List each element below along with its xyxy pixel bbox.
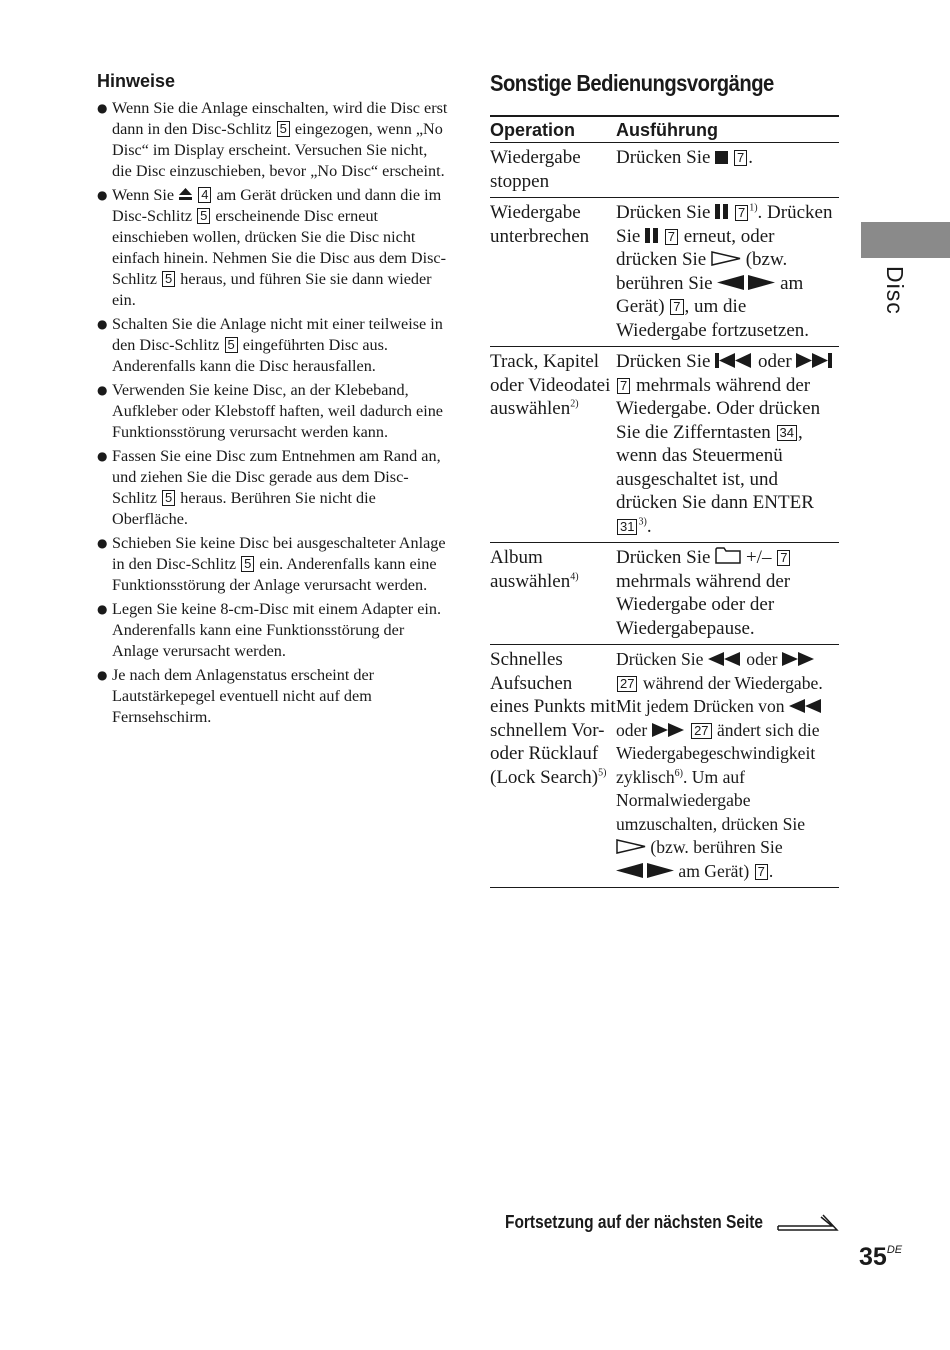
button-number-badge: 5 bbox=[277, 121, 290, 137]
button-number-badge: 7 bbox=[670, 299, 683, 315]
button-number-badge: 7 bbox=[734, 150, 747, 166]
execution-cell: Drücken Sie 7 . bbox=[616, 143, 839, 198]
operation-cell: Wiedergabe unterbrechen bbox=[490, 198, 616, 347]
note-item-3: ● Schalten Sie die Anlage nicht mit einer teilweise in den Disc-Schlitz 5 eingeführten Disc aus. Anderenfalls kann die Disc herausfallen. bbox=[97, 314, 449, 377]
button-number-badge: 4 bbox=[198, 187, 211, 203]
continue-arrow-icon bbox=[777, 1213, 839, 1235]
button-number-badge: 5 bbox=[162, 271, 175, 287]
button-number-badge: 5 bbox=[197, 208, 210, 224]
notes-heading: Hinweise bbox=[97, 71, 176, 91]
note-item-2: ● Wenn Sie 4 am Gerät drücken und dann die im Disc-Schlitz 5 erscheinende Disc erneut einschieben wollen, drücken Sie die Disc nicht einfach hinein. Nehmen Sie die Disc aus dem Disc-Schlitz 5 heraus, und führen Sie sie dann wieder ein. bbox=[97, 185, 449, 311]
note-item-6: ● Schieben Sie keine Disc bei ausgeschalteter Anlage in den Disc-Schlitz 5 ein. Anderenfalls kann eine Funktionsstörung der Anlage verursacht werden. bbox=[97, 533, 449, 596]
operation-cell: Schnelles Aufsuchen eines Punkts mit schnellem Vor- oder Rücklauf (Lock Search)$^{5)}$ bbox=[490, 645, 616, 888]
button-number-badge: 34 bbox=[777, 425, 797, 441]
table-row bbox=[490, 198, 839, 347]
pause-icon bbox=[715, 204, 729, 219]
play-pause-touch-icon bbox=[717, 275, 775, 290]
button-number-badge: 27 bbox=[617, 676, 637, 692]
note-item-5: ● Fassen Sie eine Disc zum Entnehmen am Rand an, und ziehen Sie die Disc gerade aus dem Disc-Schlitz 5 heraus. Berühren Sie nicht die Oberfläche. bbox=[97, 446, 449, 530]
notes-section bbox=[97, 70, 449, 731]
operation-cell: Album auswählen$^{4)}$ bbox=[490, 543, 616, 645]
chapter-tab-label: Disc bbox=[882, 266, 908, 315]
next-track-icon bbox=[796, 353, 834, 368]
button-number-badge: 31 bbox=[617, 519, 637, 535]
eject-icon bbox=[178, 187, 193, 201]
section-title: Sonstige Bedienungsvorgänge bbox=[490, 70, 774, 96]
table-row bbox=[490, 347, 839, 543]
button-number-badge: 7 bbox=[777, 550, 790, 566]
pause-icon bbox=[645, 228, 659, 243]
note-item-7: ● Legen Sie keine 8-cm-Disc mit einem Adapter ein. Anderenfalls kann eine Funktionsstörung der Anlage verursacht werden. bbox=[97, 599, 449, 662]
button-number-badge: 7 bbox=[735, 205, 748, 221]
table-row bbox=[490, 543, 839, 645]
play-pause-touch-icon bbox=[616, 863, 674, 878]
rewind-icon bbox=[708, 652, 742, 666]
column-header-operation: Operation bbox=[490, 116, 616, 143]
folder-icon bbox=[715, 546, 741, 564]
operations-table bbox=[490, 115, 839, 888]
execution-cell: Drücken Sie oder 27 während der Wiedergabe. Mit jedem Drücken von oder 27 ändert sich die Wiedergabegeschwindigkeit zyklisch$^{6)}$. Um auf Normalwiedergabe umzuschalten, drücken Sie (bzw. berühren Sie am Gerät) 7 . bbox=[616, 645, 839, 888]
column-header-execution: Ausführung bbox=[616, 116, 839, 143]
note-item-4: ● Verwenden Sie keine Disc, an der Klebeband, Aufkleber oder Klebstoff haften, weil dadurch eine Funktionsstörung verursacht werden kann. bbox=[97, 380, 449, 443]
rewind-icon bbox=[789, 699, 823, 713]
execution-cell: Drücken Sie 7 $^{1)}$. Drücken Sie 7 erneut, oder drücken Sie (bzw. berühren Sie am Gerät) 7 , um die Wiedergabe fortzusetzen. bbox=[616, 198, 839, 347]
operation-cell: Track, Kapitel oder Videodatei auswählen$^{2)}$ bbox=[490, 347, 616, 543]
table-header-row bbox=[490, 116, 839, 143]
button-number-badge: 27 bbox=[691, 723, 711, 739]
play-outline-icon bbox=[711, 251, 741, 266]
continued-note: Fortsetzung auf der nächsten Seite bbox=[505, 1212, 845, 1242]
button-number-badge: 7 bbox=[755, 864, 768, 880]
table-row bbox=[490, 143, 839, 198]
fast-forward-icon bbox=[782, 652, 816, 666]
button-number-badge: 5 bbox=[241, 556, 254, 572]
fast-forward-icon bbox=[652, 723, 686, 737]
chapter-tab-marker bbox=[861, 222, 950, 258]
button-number-badge: 7 bbox=[665, 229, 678, 245]
page-number: 35DE bbox=[859, 1243, 903, 1271]
play-outline-icon bbox=[616, 839, 646, 854]
notes-list bbox=[97, 98, 449, 728]
execution-cell: Drücken Sie +/– 7 mehrmals während der Wiedergabe oder der Wiedergabepause. bbox=[616, 543, 839, 645]
note-item-1: ● Wenn Sie die Anlage einschalten, wird die Disc erst dann in den Disc-Schlitz 5 eingezogen, wenn „No Disc“ im Display erscheint. Versuchen Sie nicht, die Disc einzuschieben, bevor „No Disc“ erscheint. bbox=[97, 98, 449, 182]
stop-icon bbox=[715, 151, 728, 164]
table-row bbox=[490, 645, 839, 888]
operations-section bbox=[490, 70, 839, 888]
note-item-8: ● Je nach dem Anlagenstatus erscheint der Lautstärkepegel eventuell nicht auf dem Fernsehschirm. bbox=[97, 665, 449, 728]
operation-cell: Wiedergabe stoppen bbox=[490, 143, 616, 198]
button-number-badge: 7 bbox=[617, 378, 630, 394]
button-number-badge: 5 bbox=[225, 337, 238, 353]
execution-cell: Drücken Sie oder 7 mehrmals während der Wiedergabe. Oder drücken Sie die Zifferntasten 34 , wenn das Steuermenü ausgeschaltet ist, und drücken Sie dann ENTER 31 $^{3)}$. bbox=[616, 347, 839, 543]
button-number-badge: 5 bbox=[162, 490, 175, 506]
previous-track-icon bbox=[715, 353, 753, 368]
